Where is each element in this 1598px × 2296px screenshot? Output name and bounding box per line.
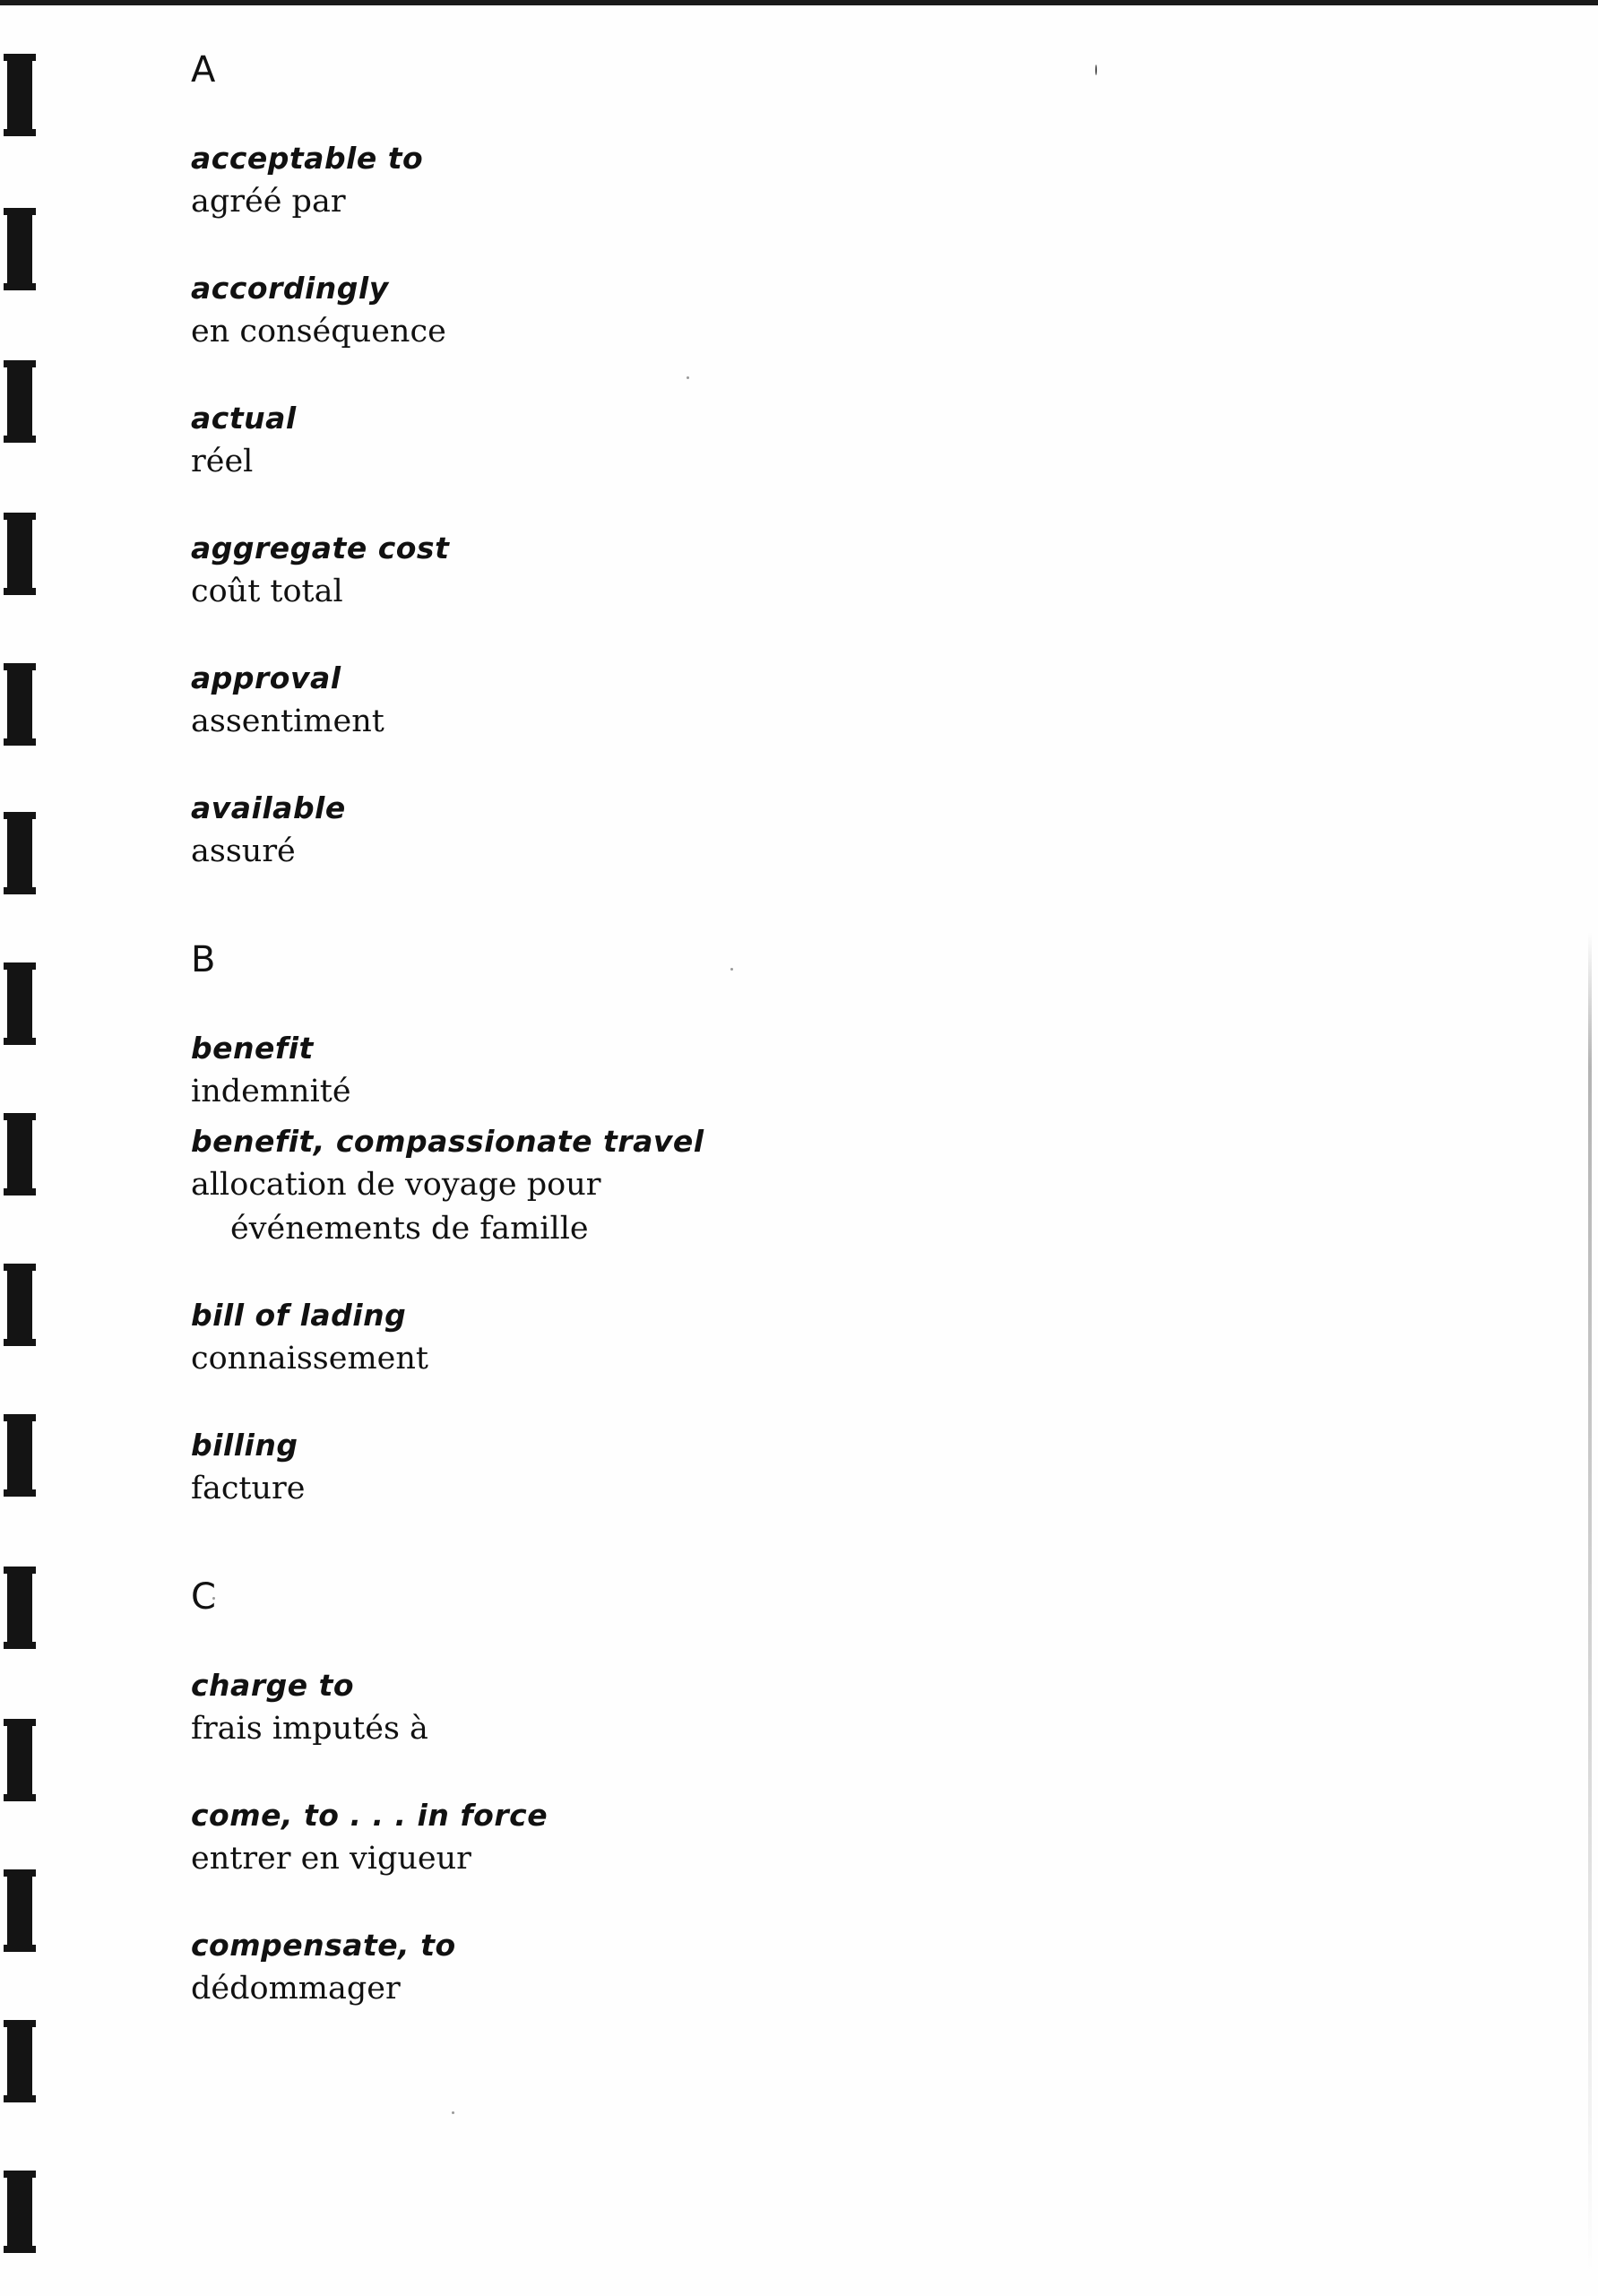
english-term: benefit — [191, 1031, 314, 1066]
glossary-entry — [191, 1923, 1356, 2011]
glossary-entry — [191, 1663, 1356, 1751]
glossary-entry — [191, 1423, 1356, 1511]
french-translation: allocation de voyage pour — [191, 1167, 601, 1203]
english-term: compensate, to — [191, 1928, 456, 1963]
binding-hole — [7, 513, 32, 595]
binding-hole — [7, 1113, 32, 1195]
binding-hole — [7, 208, 32, 290]
french-translation: indemnité — [191, 1074, 351, 1109]
glossary-entry — [191, 656, 1356, 744]
glossary-entry — [191, 136, 1356, 224]
glossary-entry — [191, 396, 1356, 484]
glossary — [191, 50, 1356, 2077]
binding-hole — [7, 2020, 32, 2102]
glossary-entry — [191, 1119, 1356, 1251]
page-top-edge — [0, 0, 1598, 5]
binding-holes — [0, 0, 54, 2296]
section-letter: B — [191, 939, 216, 980]
french-translation: coût total — [191, 574, 343, 609]
section-letter: A — [191, 49, 216, 91]
binding-hole — [7, 962, 32, 1045]
french-translation: frais imputés à — [191, 1711, 428, 1747]
glossary-entry — [191, 526, 1356, 614]
french-translation: réel — [191, 444, 254, 479]
english-term: available — [191, 790, 346, 825]
french-translation: entrer en vigueur — [191, 1841, 471, 1877]
english-term: actual — [191, 401, 297, 436]
page-right-edge — [1588, 932, 1592, 2276]
glossary-entry — [191, 1793, 1356, 1881]
binding-hole — [7, 1264, 32, 1346]
glossary-entry — [191, 1026, 1356, 1114]
binding-hole — [7, 1719, 32, 1801]
english-term: come, to . . . in force — [191, 1798, 549, 1833]
section-letter: C — [191, 1576, 216, 1618]
glossary-entry — [191, 1293, 1356, 1381]
english-term: aggregate cost — [191, 531, 450, 565]
binding-hole — [7, 663, 32, 746]
section-c — [191, 1577, 1356, 2011]
french-translation-continued: événements de famille — [230, 1211, 589, 1247]
french-translation: agréé par — [191, 184, 346, 220]
english-term: bill of lading — [191, 1298, 407, 1333]
english-term: acceptable to — [191, 141, 424, 176]
english-term: benefit, compassionate travel — [191, 1124, 704, 1159]
binding-hole — [7, 1869, 32, 1952]
binding-hole — [7, 1567, 32, 1649]
english-term: charge to — [191, 1668, 355, 1703]
french-translation: en conséquence — [191, 314, 446, 350]
binding-hole — [7, 360, 32, 443]
glossary-entry — [191, 786, 1356, 874]
french-translation: connaissement — [191, 1341, 428, 1377]
binding-hole — [7, 1414, 32, 1497]
glossary-entry — [191, 266, 1356, 354]
binding-hole — [7, 2171, 32, 2253]
binding-hole — [7, 812, 32, 894]
english-term: accordingly — [191, 271, 389, 306]
english-term: approval — [191, 660, 341, 695]
french-translation: facture — [191, 1471, 306, 1506]
section-b — [191, 940, 1356, 1511]
section-a — [191, 50, 1356, 874]
binding-hole — [7, 54, 32, 136]
french-translation: dédommager — [191, 1971, 401, 2007]
english-term: billing — [191, 1428, 298, 1463]
french-translation: assentiment — [191, 703, 384, 739]
scan-speck — [452, 2111, 454, 2114]
french-translation: assuré — [191, 833, 296, 869]
